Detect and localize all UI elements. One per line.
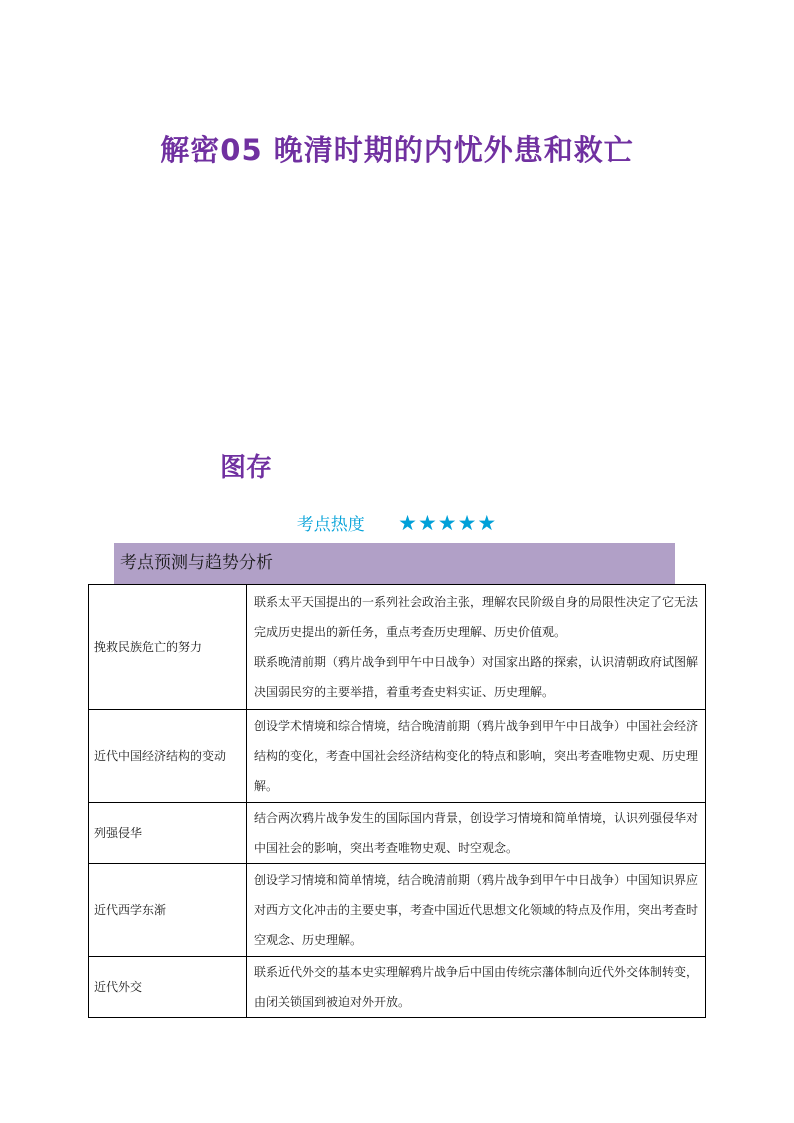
analysis-table [88, 584, 706, 1018]
topic-cell: 近代外交 [89, 957, 247, 1018]
table-row [89, 957, 706, 1018]
description-paragraph: 创设学习情境和简单情境，结合晚清前期（鸦片战争到甲午中日战争）中国知识界应对西方文化冲击的主要史事，考查中国近代思想文化领域的特点及作用，突出考查时空观念、历史理解。 [254, 873, 699, 947]
page-title: 解密05 晚清时期的内忧外患和救亡 [160, 133, 634, 167]
description-cell [247, 803, 706, 864]
table-row [89, 803, 706, 864]
topic-cell: 挽救民族危亡的努力 [89, 585, 247, 710]
table-row [89, 710, 706, 803]
table-row [89, 864, 706, 957]
heat-stars-icon: ★★★★★ [398, 511, 498, 535]
description-cell [247, 710, 706, 803]
table-row [89, 585, 706, 710]
topic-cell: 近代中国经济结构的变动 [89, 710, 247, 803]
description-paragraph: 创设学术情境和综合情境，结合晚清前期（鸦片战争到甲午中日战争）中国社会经济结构的变化，考查中国社会经济结构变化的特点和影响，突出考查唯物史观、历史理解。 [254, 719, 699, 793]
description-paragraph: 结合两次鸦片战争发生的国际国内背景，创设学习情境和简单情境，认识列强侵华对中国社会的影响，突出考查唯物史观、时空观念。 [254, 811, 699, 855]
description-paragraph: 联系近代外交的基本史实理解鸦片战争后中国由传统宗藩体制向近代外交体制转变，由闭关锁国到被迫对外开放。 [254, 965, 699, 1009]
topic-cell: 列强侵华 [89, 803, 247, 864]
description-cell [247, 585, 706, 710]
topic-cell: 近代西学东渐 [89, 864, 247, 957]
description-paragraph: 联系太平天国提出的一系列社会政治主张，理解农民阶级自身的局限性决定了它无法完成历史提出的新任务，重点考查历史理解、历史价值观。 [254, 595, 699, 639]
heat-label: 考点热度 [296, 515, 365, 535]
section-heading: 图存 [220, 453, 273, 483]
analysis-banner: 考点预测与趋势分析 [114, 543, 675, 584]
description-paragraph: 联系晚清前期（鸦片战争到甲午中日战争）对国家出路的探索，认识清朝政府试图解决国弱民穷的主要举措，着重考查史料实证、历史理解。 [254, 655, 699, 699]
description-cell [247, 957, 706, 1018]
description-cell [247, 864, 706, 957]
heat-rating [0, 510, 794, 535]
